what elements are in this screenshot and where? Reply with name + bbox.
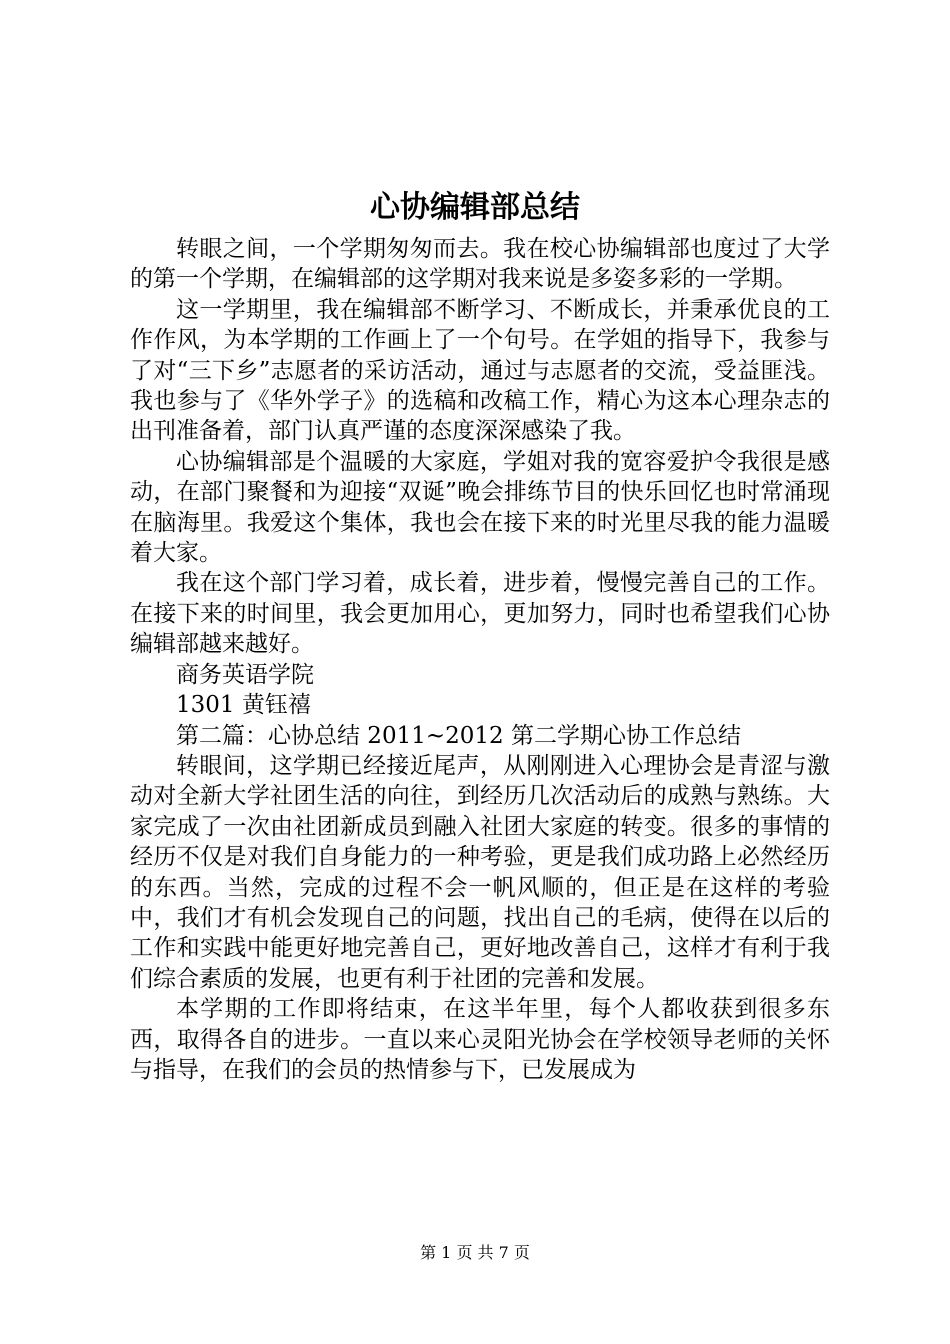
page-footer: 第 1 页 共 7 页 (420, 1243, 530, 1262)
paragraph: 我在这个部门学习着，成长着，进步着，慢慢完善自己的工作。在接下来的时间里，我会更加用心，更加努力，同时也希望我们心协编辑部越来越好。 (130, 570, 830, 658)
paragraph: 心协编辑部是个温暖的大家庭，学姐对我的宽容爱护令我很是感动，在部门聚餐和为迎接“双诞”晚会排练节目的快乐回忆也时常涌现在脑海里。我爱这个集体，我也会在接下来的时光里尽我的能力温暖着大家。 (130, 448, 830, 567)
document-body (130, 234, 830, 1085)
section-heading: 第二篇：心协总结 2011~2012 第二学期心协工作总结 (176, 722, 741, 749)
paragraph: 这一学期里，我在编辑部不断学习、不断成长，并秉承优良的工作作风，为本学期的工作画上了一个句号。在学姐的指导下，我参与了对“三下乡”志愿者的采访活动，通过与志愿者的交流，受益匪浅。我也参与了《华外学子》的选稿和改稿工作，精心为这本心理杂志的出刊准备着，部门认真严谨的态度深深感染了我。 (130, 296, 830, 445)
document-title: 心协编辑部总结 (370, 190, 580, 225)
paragraph: 转眼之间，一个学期匆匆而去。我在校心协编辑部也度过了大学的第一个学期，在编辑部的这学期对我来说是多姿多彩的一学期。 (130, 236, 830, 293)
department-line: 商务英语学院 (176, 661, 314, 688)
paragraph: 转眼间，这学期已经接近尾声，从刚刚进入心理协会是青涩与激动对全新大学社团生活的向往，到经历几次活动后的成熟与熟练。大家完成了一次由社团新成员到融入社团大家庭的转变。很多的事情的经历不仅是对我们自身能力的一种考验，更是我们成功路上必然经历的东西。当然，完成的过程不会一帆风顺的，但正是在这样的考验中，我们才有机会发现自己的问题，找出自己的毛病，使得在以后的工作和实践中能更好地完善自己，更好地改善自己，这样才有利于我们综合素质的发展，也更有利于社团的完善和发展。 (130, 752, 830, 992)
author-line: 1301 黄钰禧 (176, 692, 311, 719)
paragraph: 本学期的工作即将结束，在这半年里，每个人都收获到很多东西，取得各自的进步。一直以来心灵阳光协会在学校领导老师的关怀与指导，在我们的会员的热情参与下，已发展成为 (130, 996, 830, 1083)
